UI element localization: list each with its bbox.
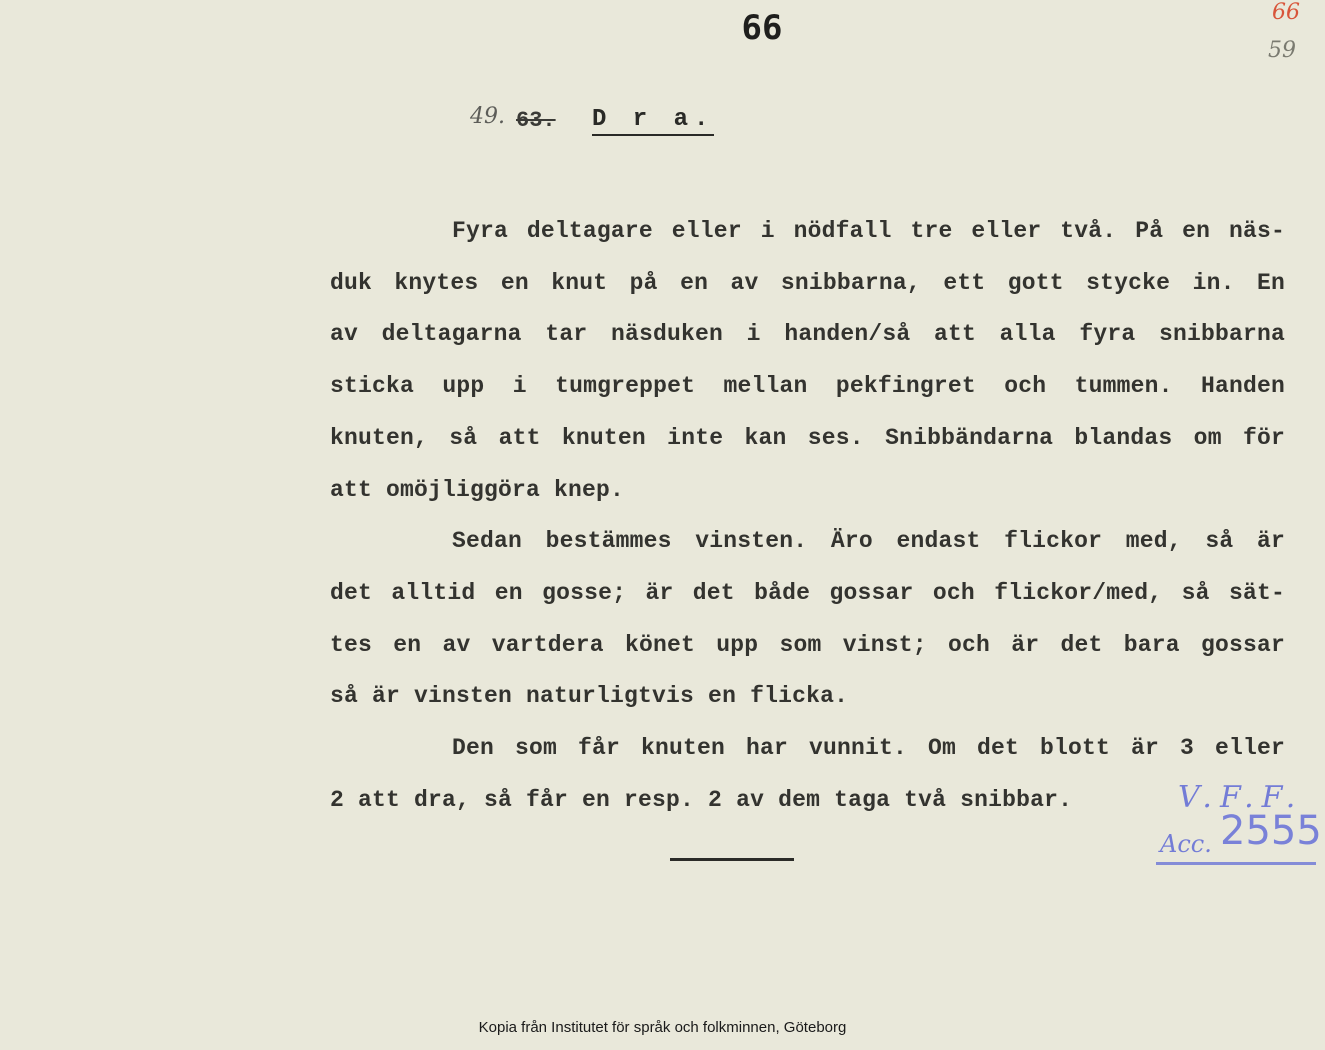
paragraph-2 [330, 516, 1285, 723]
text-line: duk knytes en knut på en av snibbarna, ett gott stycke in. En [330, 269, 1285, 296]
text-line: tes en av vartdera könet upp som vinst; och är det bara gossar [330, 631, 1285, 658]
stamp-acc-number: 2555 [1220, 808, 1322, 854]
text-line: Sedan bestämmes vinsten. Äro endast flickor med, så är [452, 528, 1285, 555]
margin-note-red: 66 [1272, 0, 1300, 25]
page-number: 66 [741, 8, 783, 48]
text-line: det alltid en gosse; är det både gossar och flickor/med, så sät- [330, 579, 1285, 606]
handwritten-section-number: 49. [470, 104, 505, 129]
text-line: Fyra deltagare eller i nödfall tre eller två. På en näs- [452, 218, 1285, 244]
text-line: 2 att dra, så får en resp. 2 av dem taga två snibbar. [330, 786, 1073, 813]
text-line: Den som får knuten har vunnit. Om det blott är 3 eller [452, 735, 1285, 762]
text-line: knuten, så att knuten inte kan ses. Snibbändarna blandas om för [330, 424, 1285, 451]
text-line: så är vinsten naturligtvis en flicka. [330, 683, 849, 710]
text-line: av deltagarna tar näsduken i handen/så att alla fyra snibbarna [330, 321, 1285, 348]
body-text [330, 206, 1285, 826]
stamp-initials: V.F.F. [1178, 780, 1304, 815]
margin-note-gray: 59 [1268, 38, 1296, 63]
struck-section-number: 63. [516, 108, 556, 133]
archive-stamp [1156, 780, 1321, 870]
copy-notice-footer: Kopia från Institutet för språk och folkminnen, Göteborg [478, 1019, 847, 1036]
end-rule [670, 858, 794, 861]
section-title: D r a. [592, 106, 714, 136]
text-line: att omöjliggöra knep. [330, 476, 625, 503]
stamp-underline [1156, 862, 1316, 865]
text-line: sticka upp i tumgreppet mellan pekfingret och tummen. Handen [330, 373, 1285, 400]
stamp-acc-label: Acc. [1160, 830, 1212, 858]
paragraph-1 [330, 206, 1285, 516]
paragraph-3 [330, 723, 1285, 826]
